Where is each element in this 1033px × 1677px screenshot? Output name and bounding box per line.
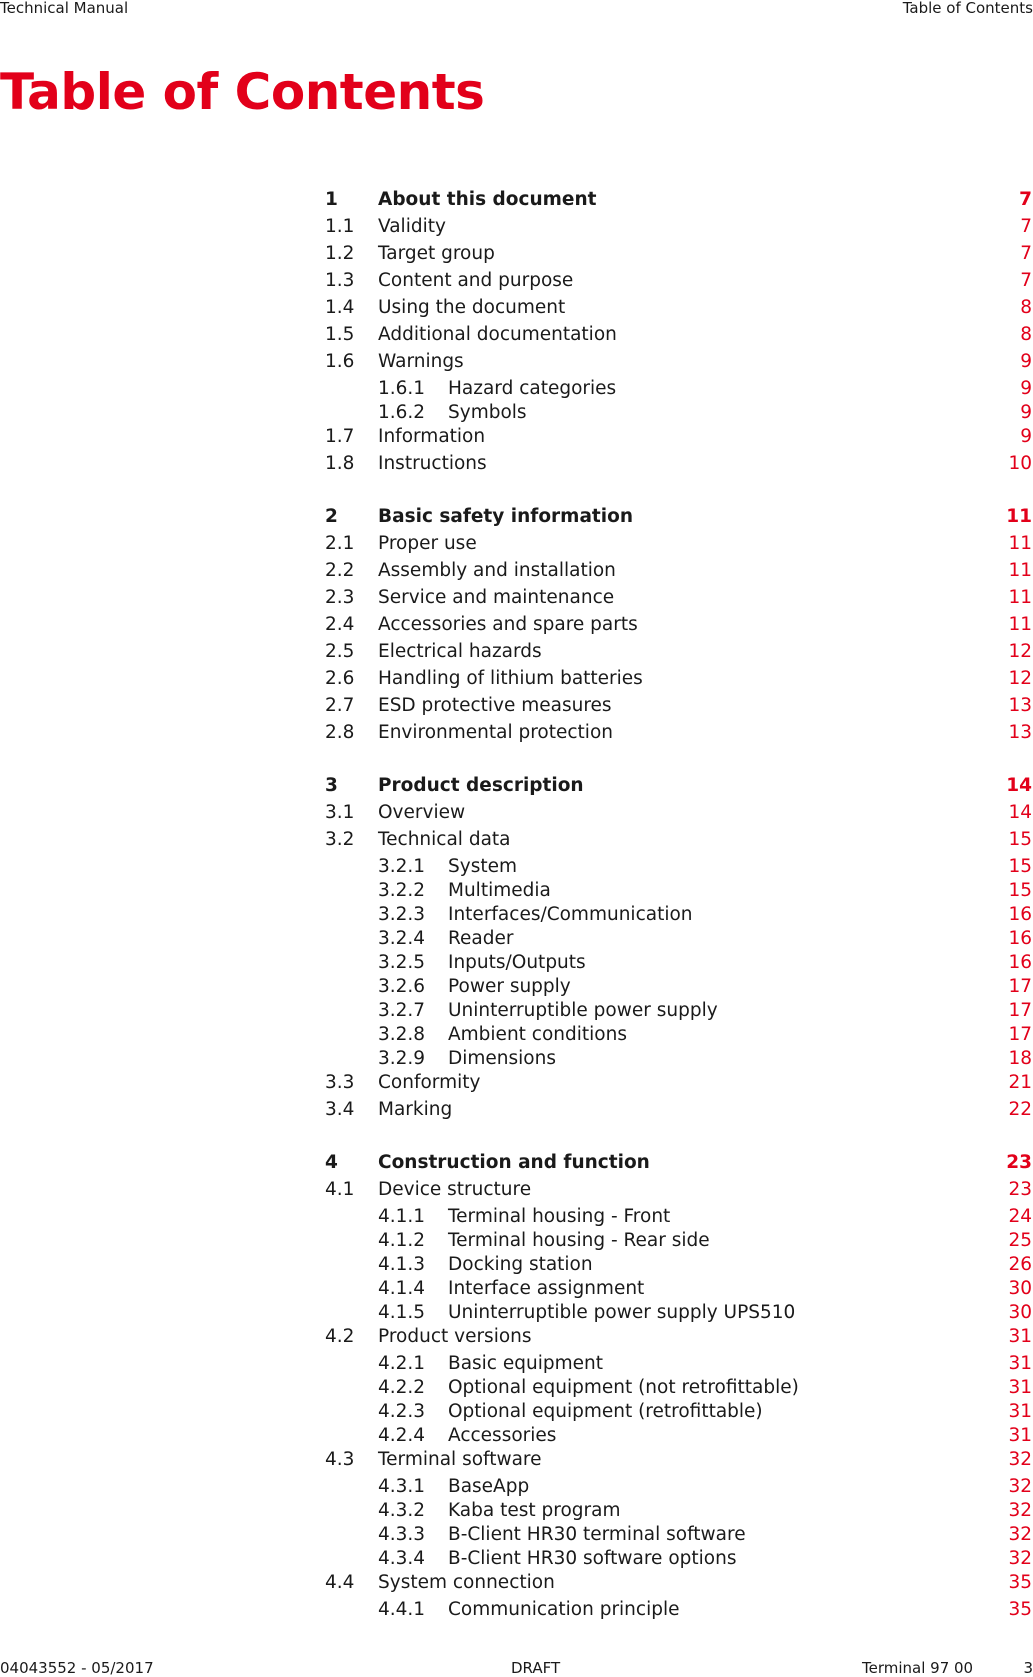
toc-entry-page: 13 — [1008, 695, 1032, 716]
toc-entry-number: 4.2.1 — [378, 1353, 426, 1374]
toc-entry-title: Kaba test program — [448, 1500, 621, 1521]
toc-entry-number: 3.2.8 — [378, 1024, 426, 1045]
toc-entry[interactable] — [325, 1229, 1032, 1253]
toc-entry-page: 12 — [1008, 668, 1032, 689]
toc-entry-title: Environmental protection — [378, 722, 613, 743]
toc-entry[interactable] — [325, 667, 1032, 694]
toc-entry-page: 23 — [1006, 1152, 1032, 1173]
toc-entry-number: 4.1.4 — [378, 1278, 426, 1299]
toc-entry-page: 17 — [1008, 976, 1032, 997]
toc-entry-page: 32 — [1008, 1449, 1032, 1470]
toc-entry[interactable] — [325, 323, 1032, 350]
toc-entry-page: 31 — [1008, 1326, 1032, 1347]
toc-entry-number: 2.8 — [325, 722, 355, 743]
toc-entry-page: 7 — [1019, 189, 1032, 210]
toc-entry-page: 32 — [1008, 1476, 1032, 1497]
toc-entry-title: Warnings — [378, 351, 464, 372]
toc-entry-title: Terminal software — [378, 1449, 542, 1470]
toc-entry-title: Terminal housing - Front — [448, 1206, 671, 1227]
toc-entry-number: 1.6.1 — [378, 378, 426, 399]
toc-entry[interactable] — [325, 1325, 1032, 1352]
header-section-name: Table of Contents — [902, 0, 1033, 17]
toc-entry[interactable] — [325, 1571, 1032, 1598]
toc-entry-page: 11 — [1006, 506, 1032, 527]
toc-entry-title: Multimedia — [448, 880, 551, 901]
toc-entry-title: Service and maintenance — [378, 587, 615, 608]
toc-entry-number: 2.5 — [325, 641, 355, 662]
header-manual-name: Technical Manual — [0, 0, 129, 17]
toc-entry-title: Proper use — [378, 533, 477, 554]
toc-entry-number: 2.4 — [325, 614, 355, 635]
toc-entry-title: Terminal housing - Rear side — [448, 1230, 710, 1251]
toc-entry-number: 3 — [325, 775, 338, 796]
toc-entry-number: 1.5 — [325, 324, 355, 345]
toc-entry-number: 3.4 — [325, 1099, 355, 1120]
toc-entry[interactable] — [325, 855, 1032, 879]
toc-chapter-heading[interactable] — [325, 1151, 1032, 1178]
toc-entry-title: Optional equipment (not retrofittable) — [448, 1377, 799, 1398]
toc-entry-number: 4.1.3 — [378, 1254, 426, 1275]
toc-entry[interactable] — [325, 1400, 1032, 1424]
toc-entry-number: 4.1.2 — [378, 1230, 426, 1251]
footer-doc-number: 04043552 - 05/2017 — [0, 1659, 154, 1677]
toc-entry-number: 2.6 — [325, 668, 355, 689]
toc-entry-title: Basic safety information — [378, 506, 633, 527]
toc-chapter-heading[interactable] — [325, 774, 1032, 801]
toc-entry[interactable] — [325, 215, 1032, 242]
toc-entry-page: 23 — [1008, 1179, 1032, 1200]
toc-entry-number: 1.6 — [325, 351, 355, 372]
toc-entry-title: Product description — [378, 775, 584, 796]
toc-chapter-heading[interactable] — [325, 188, 1032, 215]
toc-entry[interactable] — [325, 975, 1032, 999]
toc-entry-title: Product versions — [378, 1326, 532, 1347]
toc-entry-page: 18 — [1008, 1048, 1032, 1069]
toc-entry-page: 9 — [1020, 378, 1032, 399]
toc-entry-number: 3.2 — [325, 829, 355, 850]
toc-entry-title: Docking station — [448, 1254, 593, 1275]
toc-entry-page: 15 — [1008, 856, 1032, 877]
table-of-contents — [325, 188, 1032, 1648]
toc-entry-title: Hazard categories — [448, 378, 617, 399]
toc-entry-page: 16 — [1008, 928, 1032, 949]
toc-entry[interactable] — [325, 242, 1032, 269]
toc-entry-number: 4.4 — [325, 1572, 355, 1593]
toc-entry-title: B-Client HR30 terminal software — [448, 1524, 746, 1545]
toc-entry-page: 13 — [1008, 722, 1032, 743]
footer-product: Terminal 97 00 — [862, 1659, 974, 1677]
toc-entry-page: 11 — [1008, 560, 1032, 581]
toc-entry-title: Target group — [378, 243, 495, 264]
toc-entry-page: 14 — [1006, 775, 1032, 796]
toc-entry[interactable] — [325, 296, 1032, 323]
toc-entry-page: 30 — [1008, 1302, 1032, 1323]
toc-chapter — [325, 188, 1032, 479]
toc-entry[interactable] — [325, 532, 1032, 559]
toc-entry[interactable] — [325, 1098, 1032, 1125]
toc-entry-page: 8 — [1020, 324, 1032, 345]
toc-entry-title: BaseApp — [448, 1476, 530, 1497]
toc-entry-title: Uninterruptible power supply UPS510 — [448, 1302, 796, 1323]
toc-entry-title: Content and purpose — [378, 270, 574, 291]
toc-entry-title: Handling of lithium batteries — [378, 668, 643, 689]
footer-status: DRAFT — [511, 1659, 561, 1677]
toc-entry-page: 10 — [1008, 453, 1032, 474]
toc-entry-page: 17 — [1008, 1000, 1032, 1021]
toc-entry-title: Instructions — [378, 453, 487, 474]
toc-entry-page: 9 — [1020, 426, 1032, 447]
toc-entry-number: 1.7 — [325, 426, 355, 447]
toc-entry[interactable] — [325, 879, 1032, 903]
toc-entry-number: 1.1 — [325, 216, 355, 237]
toc-entry-number: 3.2.4 — [378, 928, 426, 949]
toc-entry-title: Electrical hazards — [378, 641, 542, 662]
toc-entry-title: Uninterruptible power supply — [448, 1000, 718, 1021]
footer-page-number: 3 — [1023, 1659, 1033, 1677]
toc-entry-title: Validity — [378, 216, 446, 237]
toc-entry-title: Interface assignment — [448, 1278, 645, 1299]
toc-entry-number: 1 — [325, 189, 338, 210]
toc-entry-page: 32 — [1008, 1548, 1032, 1569]
toc-entry-number: 2 — [325, 506, 338, 527]
toc-entry-page: 25 — [1008, 1230, 1032, 1251]
toc-entry[interactable] — [325, 425, 1032, 452]
toc-entry[interactable] — [325, 401, 1032, 425]
toc-entry[interactable] — [325, 377, 1032, 401]
toc-entry-page: 22 — [1008, 1099, 1032, 1120]
toc-entry-page: 32 — [1008, 1500, 1032, 1521]
toc-chapter — [325, 1151, 1032, 1622]
toc-entry[interactable] — [325, 1598, 1032, 1622]
toc-entry-title: Dimensions — [448, 1048, 556, 1069]
toc-entry-page: 11 — [1008, 533, 1032, 554]
toc-entry[interactable] — [325, 1376, 1032, 1400]
toc-entry[interactable] — [325, 1352, 1032, 1376]
toc-entry-page: 14 — [1008, 802, 1032, 823]
toc-entry-title: Information — [378, 426, 486, 447]
toc-entry[interactable] — [325, 1023, 1032, 1047]
toc-entry-title: System connection — [378, 1572, 555, 1593]
toc-entry-page: 31 — [1008, 1401, 1032, 1422]
toc-entry[interactable] — [325, 801, 1032, 828]
toc-entry-number: 1.3 — [325, 270, 355, 291]
toc-entry[interactable] — [325, 613, 1032, 640]
toc-chapter — [325, 505, 1032, 748]
toc-entry-number: 4.3.1 — [378, 1476, 426, 1497]
toc-entry[interactable] — [325, 1047, 1032, 1071]
toc-entry[interactable] — [325, 903, 1032, 927]
toc-entry-page: 26 — [1008, 1254, 1032, 1275]
toc-entry[interactable] — [325, 1205, 1032, 1229]
toc-entry[interactable] — [325, 1499, 1032, 1523]
toc-entry-number: 4.3 — [325, 1449, 355, 1470]
toc-entry-number: 4.2.3 — [378, 1401, 426, 1422]
toc-entry-number: 4.1 — [325, 1179, 355, 1200]
toc-entry-title: Inputs/Outputs — [448, 952, 586, 973]
toc-entry[interactable] — [325, 828, 1032, 855]
toc-entry-number: 4.4.1 — [378, 1599, 426, 1620]
toc-entry-number: 3.2.2 — [378, 880, 426, 901]
toc-entry-number: 4.3.2 — [378, 1500, 426, 1521]
toc-entry-title: B-Client HR30 software options — [448, 1548, 737, 1569]
toc-entry-title: System — [448, 856, 517, 877]
toc-entry[interactable] — [325, 1424, 1032, 1448]
toc-entry-number: 2.3 — [325, 587, 355, 608]
toc-entry-number: 4.2.2 — [378, 1377, 426, 1398]
toc-entry-page: 12 — [1008, 641, 1032, 662]
toc-entry[interactable] — [325, 927, 1032, 951]
toc-entry[interactable] — [325, 721, 1032, 748]
toc-entry-title: Basic equipment — [448, 1353, 603, 1374]
toc-entry-number: 4 — [325, 1152, 338, 1173]
toc-entry-number: 1.8 — [325, 453, 355, 474]
toc-entry-title: Device structure — [378, 1179, 532, 1200]
toc-entry-page: 7 — [1020, 216, 1032, 237]
toc-entry-number: 2.7 — [325, 695, 355, 716]
toc-entry-title: Optional equipment (retrofittable) — [448, 1401, 763, 1422]
toc-entry[interactable] — [325, 1475, 1032, 1499]
toc-entry-title: Conformity — [378, 1072, 481, 1093]
toc-entry-title: Power supply — [448, 976, 571, 997]
toc-entry-title: Reader — [448, 928, 514, 949]
toc-entry-number: 3.2.7 — [378, 1000, 426, 1021]
toc-entry[interactable] — [325, 1178, 1032, 1205]
toc-entry-page: 16 — [1008, 904, 1032, 925]
toc-entry-page: 30 — [1008, 1278, 1032, 1299]
toc-chapter — [325, 774, 1032, 1125]
toc-entry-page: 31 — [1008, 1377, 1032, 1398]
toc-entry-number: 1.2 — [325, 243, 355, 264]
toc-entry-number: 4.3.4 — [378, 1548, 426, 1569]
toc-entry-page: 31 — [1008, 1353, 1032, 1374]
toc-entry-page: 8 — [1020, 297, 1032, 318]
toc-entry-page: 7 — [1020, 270, 1032, 291]
toc-entry-page: 9 — [1020, 402, 1032, 423]
toc-entry-number: 3.2.3 — [378, 904, 426, 925]
toc-entry-number: 1.6.2 — [378, 402, 426, 423]
toc-entry-title: About this document — [378, 189, 597, 210]
toc-entry-number: 2.1 — [325, 533, 355, 554]
toc-entry[interactable] — [325, 350, 1032, 377]
toc-entry-number: 4.2.4 — [378, 1425, 426, 1446]
toc-entry[interactable] — [325, 999, 1032, 1023]
toc-entry[interactable] — [325, 586, 1032, 613]
toc-entry[interactable] — [325, 1547, 1032, 1571]
toc-entry[interactable] — [325, 452, 1032, 479]
toc-entry[interactable] — [325, 1301, 1032, 1325]
toc-entry-number: 3.2.1 — [378, 856, 426, 877]
toc-entry[interactable] — [325, 640, 1032, 667]
toc-entry-page: 11 — [1008, 587, 1032, 608]
toc-entry-title: Accessories and spare parts — [378, 614, 638, 635]
toc-entry-number: 3.2.5 — [378, 952, 426, 973]
toc-chapter-heading[interactable] — [325, 505, 1032, 532]
toc-entry-title: Accessories — [448, 1425, 557, 1446]
toc-entry[interactable] — [325, 1448, 1032, 1475]
toc-entry[interactable] — [325, 951, 1032, 975]
toc-entry[interactable] — [325, 559, 1032, 586]
toc-entry-page: 9 — [1020, 351, 1032, 372]
toc-entry-page: 35 — [1008, 1599, 1032, 1620]
toc-entry-title: Using the document — [378, 297, 566, 318]
toc-entry[interactable] — [325, 1277, 1032, 1301]
toc-entry-page: 17 — [1008, 1024, 1032, 1045]
toc-entry-title: Technical data — [378, 829, 511, 850]
toc-entry-page: 31 — [1008, 1425, 1032, 1446]
toc-entry[interactable] — [325, 694, 1032, 721]
toc-entry[interactable] — [325, 269, 1032, 296]
toc-entry-title: Symbols — [448, 402, 527, 423]
toc-entry-number: 3.3 — [325, 1072, 355, 1093]
toc-entry-page: 24 — [1008, 1206, 1032, 1227]
toc-entry-title: ESD protective measures — [378, 695, 612, 716]
toc-entry-page: 32 — [1008, 1524, 1032, 1545]
toc-entry-number: 4.1.1 — [378, 1206, 426, 1227]
toc-entry-page: 15 — [1008, 880, 1032, 901]
toc-entry[interactable] — [325, 1253, 1032, 1277]
toc-entry-number: 4.3.3 — [378, 1524, 426, 1545]
toc-entry-page: 16 — [1008, 952, 1032, 973]
toc-entry-number: 2.2 — [325, 560, 355, 581]
toc-entry[interactable] — [325, 1523, 1032, 1547]
toc-entry-title: Overview — [378, 802, 466, 823]
toc-entry-title: Interfaces/Communication — [448, 904, 693, 925]
toc-entry-title: Communication principle — [448, 1599, 680, 1620]
toc-entry-number: 3.2.6 — [378, 976, 426, 997]
toc-entry-page: 21 — [1008, 1072, 1032, 1093]
toc-entry-number: 4.2 — [325, 1326, 355, 1347]
toc-entry-title: Ambient conditions — [448, 1024, 627, 1045]
toc-entry-number: 3.1 — [325, 802, 355, 823]
toc-entry-number: 3.2.9 — [378, 1048, 426, 1069]
toc-entry-title: Additional documentation — [378, 324, 617, 345]
toc-entry-title: Construction and function — [378, 1152, 650, 1173]
toc-entry[interactable] — [325, 1071, 1032, 1098]
toc-entry-number: 1.4 — [325, 297, 355, 318]
toc-entry-page: 7 — [1020, 243, 1032, 264]
toc-entry-page: 11 — [1008, 614, 1032, 635]
toc-entry-page: 35 — [1008, 1572, 1032, 1593]
toc-entry-title: Assembly and installation — [378, 560, 616, 581]
page-title: Table of Contents — [0, 63, 485, 121]
toc-entry-number: 4.1.5 — [378, 1302, 426, 1323]
toc-entry-page: 15 — [1008, 829, 1032, 850]
toc-entry-title: Marking — [378, 1099, 453, 1120]
